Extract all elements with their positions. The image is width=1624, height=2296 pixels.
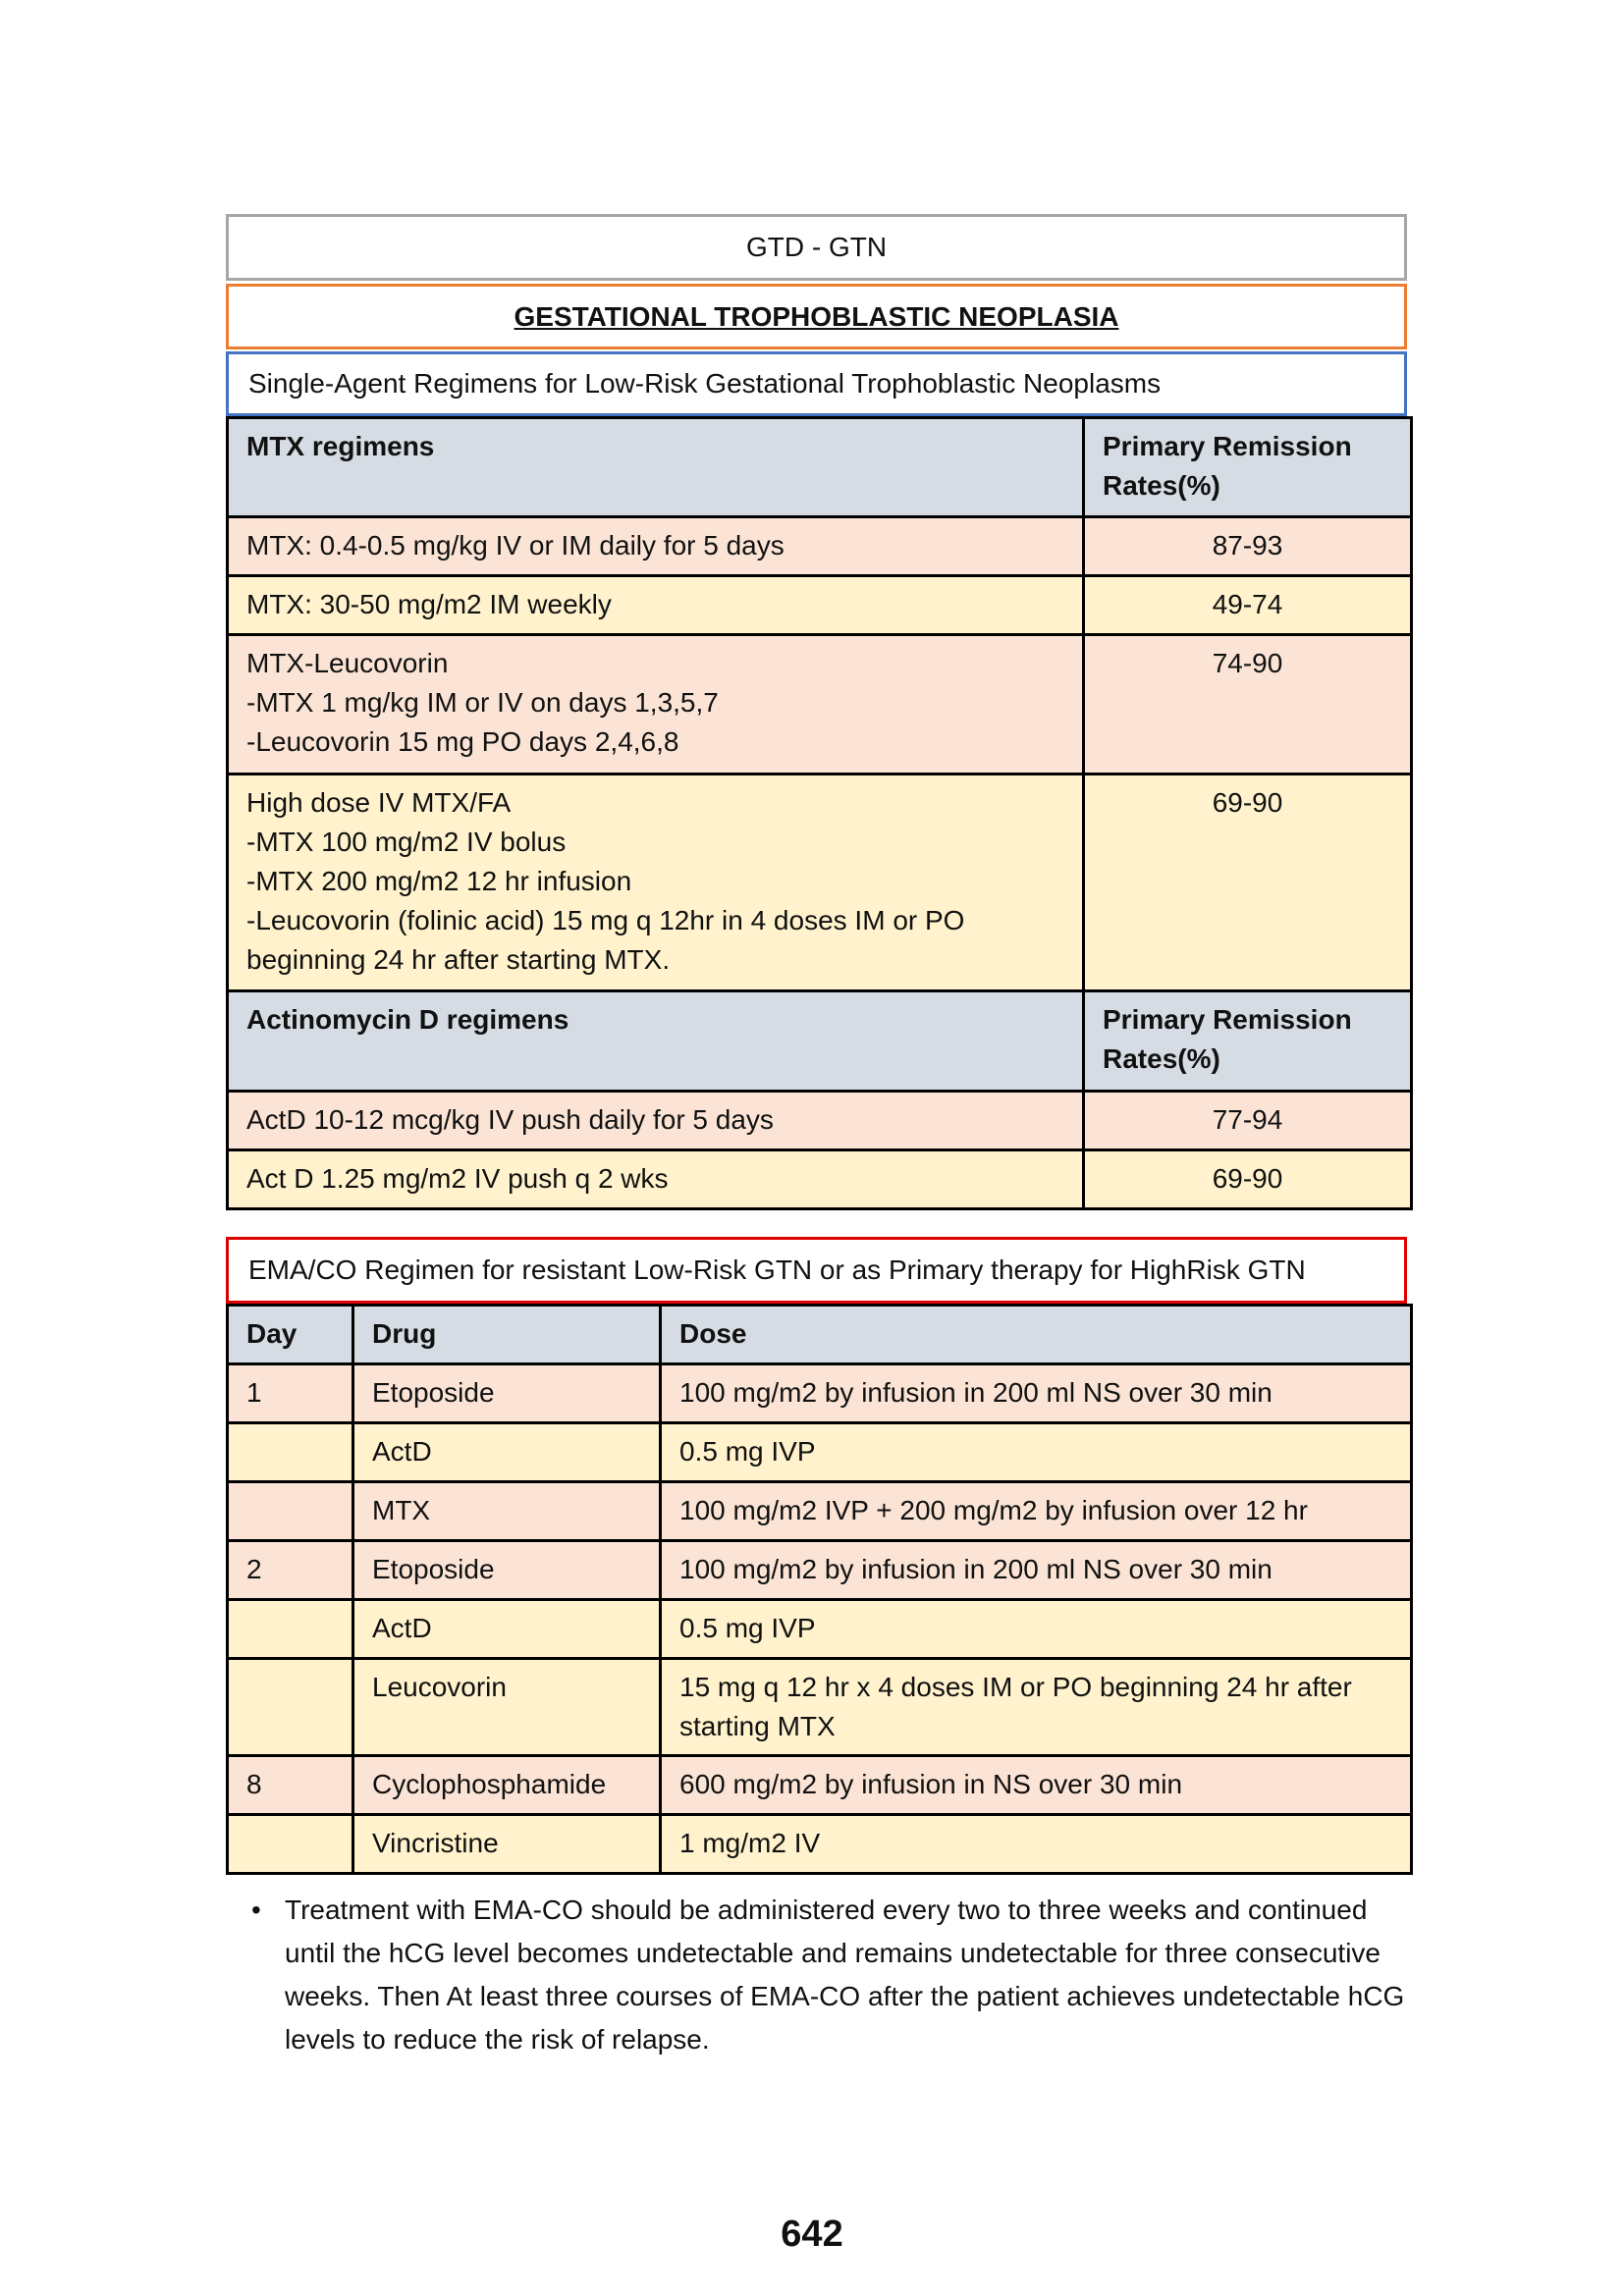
table-row — [228, 1423, 1412, 1482]
drug-cell: MTX — [353, 1482, 661, 1541]
header-text: GTD - GTN — [745, 232, 888, 262]
table-row — [228, 1600, 1412, 1659]
rate-cell: 77-94 — [1084, 1092, 1412, 1150]
dose-cell: 100 mg/m2 by infusion in 200 ml NS over 30 min — [661, 1364, 1412, 1423]
regimen-cell — [228, 774, 1084, 991]
dose-cell: 600 mg/m2 by infusion in NS over 30 min — [661, 1756, 1412, 1815]
page-number: 642 — [781, 2214, 843, 2255]
header-cell: Day — [228, 1306, 353, 1364]
day-cell: 8 — [228, 1756, 353, 1815]
regimen-line: MTX: 30-50 mg/m2 IM weekly — [246, 589, 612, 619]
day-cell — [228, 1600, 353, 1659]
drug-cell: ActD — [353, 1423, 661, 1482]
title-text: GESTATIONAL TROPHOBLASTIC NEOPLASIA — [514, 300, 1119, 332]
single-agent-table — [226, 416, 1413, 1210]
dose-cell: 100 mg/m2 IVP + 200 mg/m2 by infusion over 12 hr — [661, 1482, 1412, 1541]
rate-cell: 49-74 — [1084, 576, 1412, 635]
regimen-line: High dose IV MTX/FA — [246, 787, 512, 818]
regimen-cell: ActD 10-12 mcg/kg IV push daily for 5 days — [228, 1092, 1084, 1150]
ema-co-caption — [226, 1237, 1407, 1304]
regimen-cell — [228, 635, 1084, 774]
header-cell: Primary Remission Rates(%) — [1084, 418, 1412, 517]
dose-cell: 0.5 mg IVP — [661, 1600, 1412, 1659]
regimen-line: MTX: 0.4-0.5 mg/kg IV or IM daily for 5 days — [246, 530, 785, 561]
header-cell: MTX regimens — [228, 418, 1084, 517]
bullet-note — [251, 1889, 1410, 2061]
day-cell — [228, 1423, 353, 1482]
bullet-icon: • — [251, 1895, 261, 1925]
dose-cell: 100 mg/m2 by infusion in 200 ml NS over 30 min — [661, 1541, 1412, 1600]
header-cell: Drug — [353, 1306, 661, 1364]
dose-cell: 15 mg q 12 hr x 4 doses IM or PO beginning 24 hr after starting MTX — [661, 1659, 1412, 1756]
rate-cell: 87-93 — [1084, 517, 1412, 576]
rate-cell: 74-90 — [1084, 635, 1412, 774]
table-row — [228, 635, 1412, 774]
day-cell — [228, 1815, 353, 1874]
regimen-line: -Leucovorin 15 mg PO days 2,4,6,8 — [246, 726, 679, 757]
regimen-cell — [228, 517, 1084, 576]
table-row — [228, 1150, 1412, 1209]
regimen-cell — [228, 576, 1084, 635]
regimen-line: MTX-Leucovorin — [246, 648, 449, 678]
drug-cell: Vincristine — [353, 1815, 661, 1874]
ema-co-table — [226, 1304, 1413, 1875]
drug-cell: Leucovorin — [353, 1659, 661, 1756]
table-row — [228, 1815, 1412, 1874]
regimen-line: -MTX 100 mg/m2 IV bolus — [246, 827, 567, 857]
table-row — [228, 1659, 1412, 1756]
day-cell — [228, 1659, 353, 1756]
regimen-line: -Leucovorin (folinic acid) 15 mg q 12hr in 4 doses IM or PO beginning 24 hr after starting MTX. — [246, 905, 965, 975]
table-row — [228, 774, 1412, 991]
header-cell: Actinomycin D regimens — [228, 991, 1084, 1092]
table-row — [228, 1482, 1412, 1541]
caption-text: EMA/CO Regimen for resistant Low-Risk GTN or as Primary therapy for HighRisk GTN — [248, 1255, 1306, 1285]
table-row — [228, 1541, 1412, 1600]
section-header — [226, 214, 1407, 281]
drug-cell: Etoposide — [353, 1364, 661, 1423]
table-row — [228, 576, 1412, 635]
rate-cell: 69-90 — [1084, 1150, 1412, 1209]
table-header-row — [228, 991, 1412, 1092]
dose-cell: 1 mg/m2 IV — [661, 1815, 1412, 1874]
dose-cell: 0.5 mg IVP — [661, 1423, 1412, 1482]
single-agent-caption — [226, 351, 1407, 416]
table-row — [228, 1092, 1412, 1150]
page-title — [226, 284, 1407, 349]
table-header-row — [228, 1306, 1412, 1364]
regimen-cell: Act D 1.25 mg/m2 IV push q 2 wks — [228, 1150, 1084, 1209]
header-cell: Primary Remission Rates(%) — [1084, 991, 1412, 1092]
table-header-row — [228, 418, 1412, 517]
regimen-line: -MTX 1 mg/kg IM or IV on days 1,3,5,7 — [246, 687, 719, 718]
day-cell: 2 — [228, 1541, 353, 1600]
drug-cell: Etoposide — [353, 1541, 661, 1600]
table-row — [228, 1756, 1412, 1815]
caption-text: Single-Agent Regimens for Low-Risk Gestational Trophoblastic Neoplasms — [248, 368, 1162, 399]
rate-cell: 69-90 — [1084, 774, 1412, 991]
day-cell: 1 — [228, 1364, 353, 1423]
header-cell: Dose — [661, 1306, 1412, 1364]
note-text: Treatment with EMA-CO should be administered every two to three weeks and continued until the hCG level becomes undetectable and remains undetectable for three consecutive weeks. Then At least three courses of EMA-CO after the patient achieves undetectable hCG levels to reduce the risk of relapse. — [285, 1895, 1405, 2055]
regimen-line: -MTX 200 mg/m2 12 hr infusion — [246, 866, 632, 896]
table-row — [228, 517, 1412, 576]
drug-cell: ActD — [353, 1600, 661, 1659]
table-row — [228, 1364, 1412, 1423]
drug-cell: Cyclophosphamide — [353, 1756, 661, 1815]
day-cell — [228, 1482, 353, 1541]
